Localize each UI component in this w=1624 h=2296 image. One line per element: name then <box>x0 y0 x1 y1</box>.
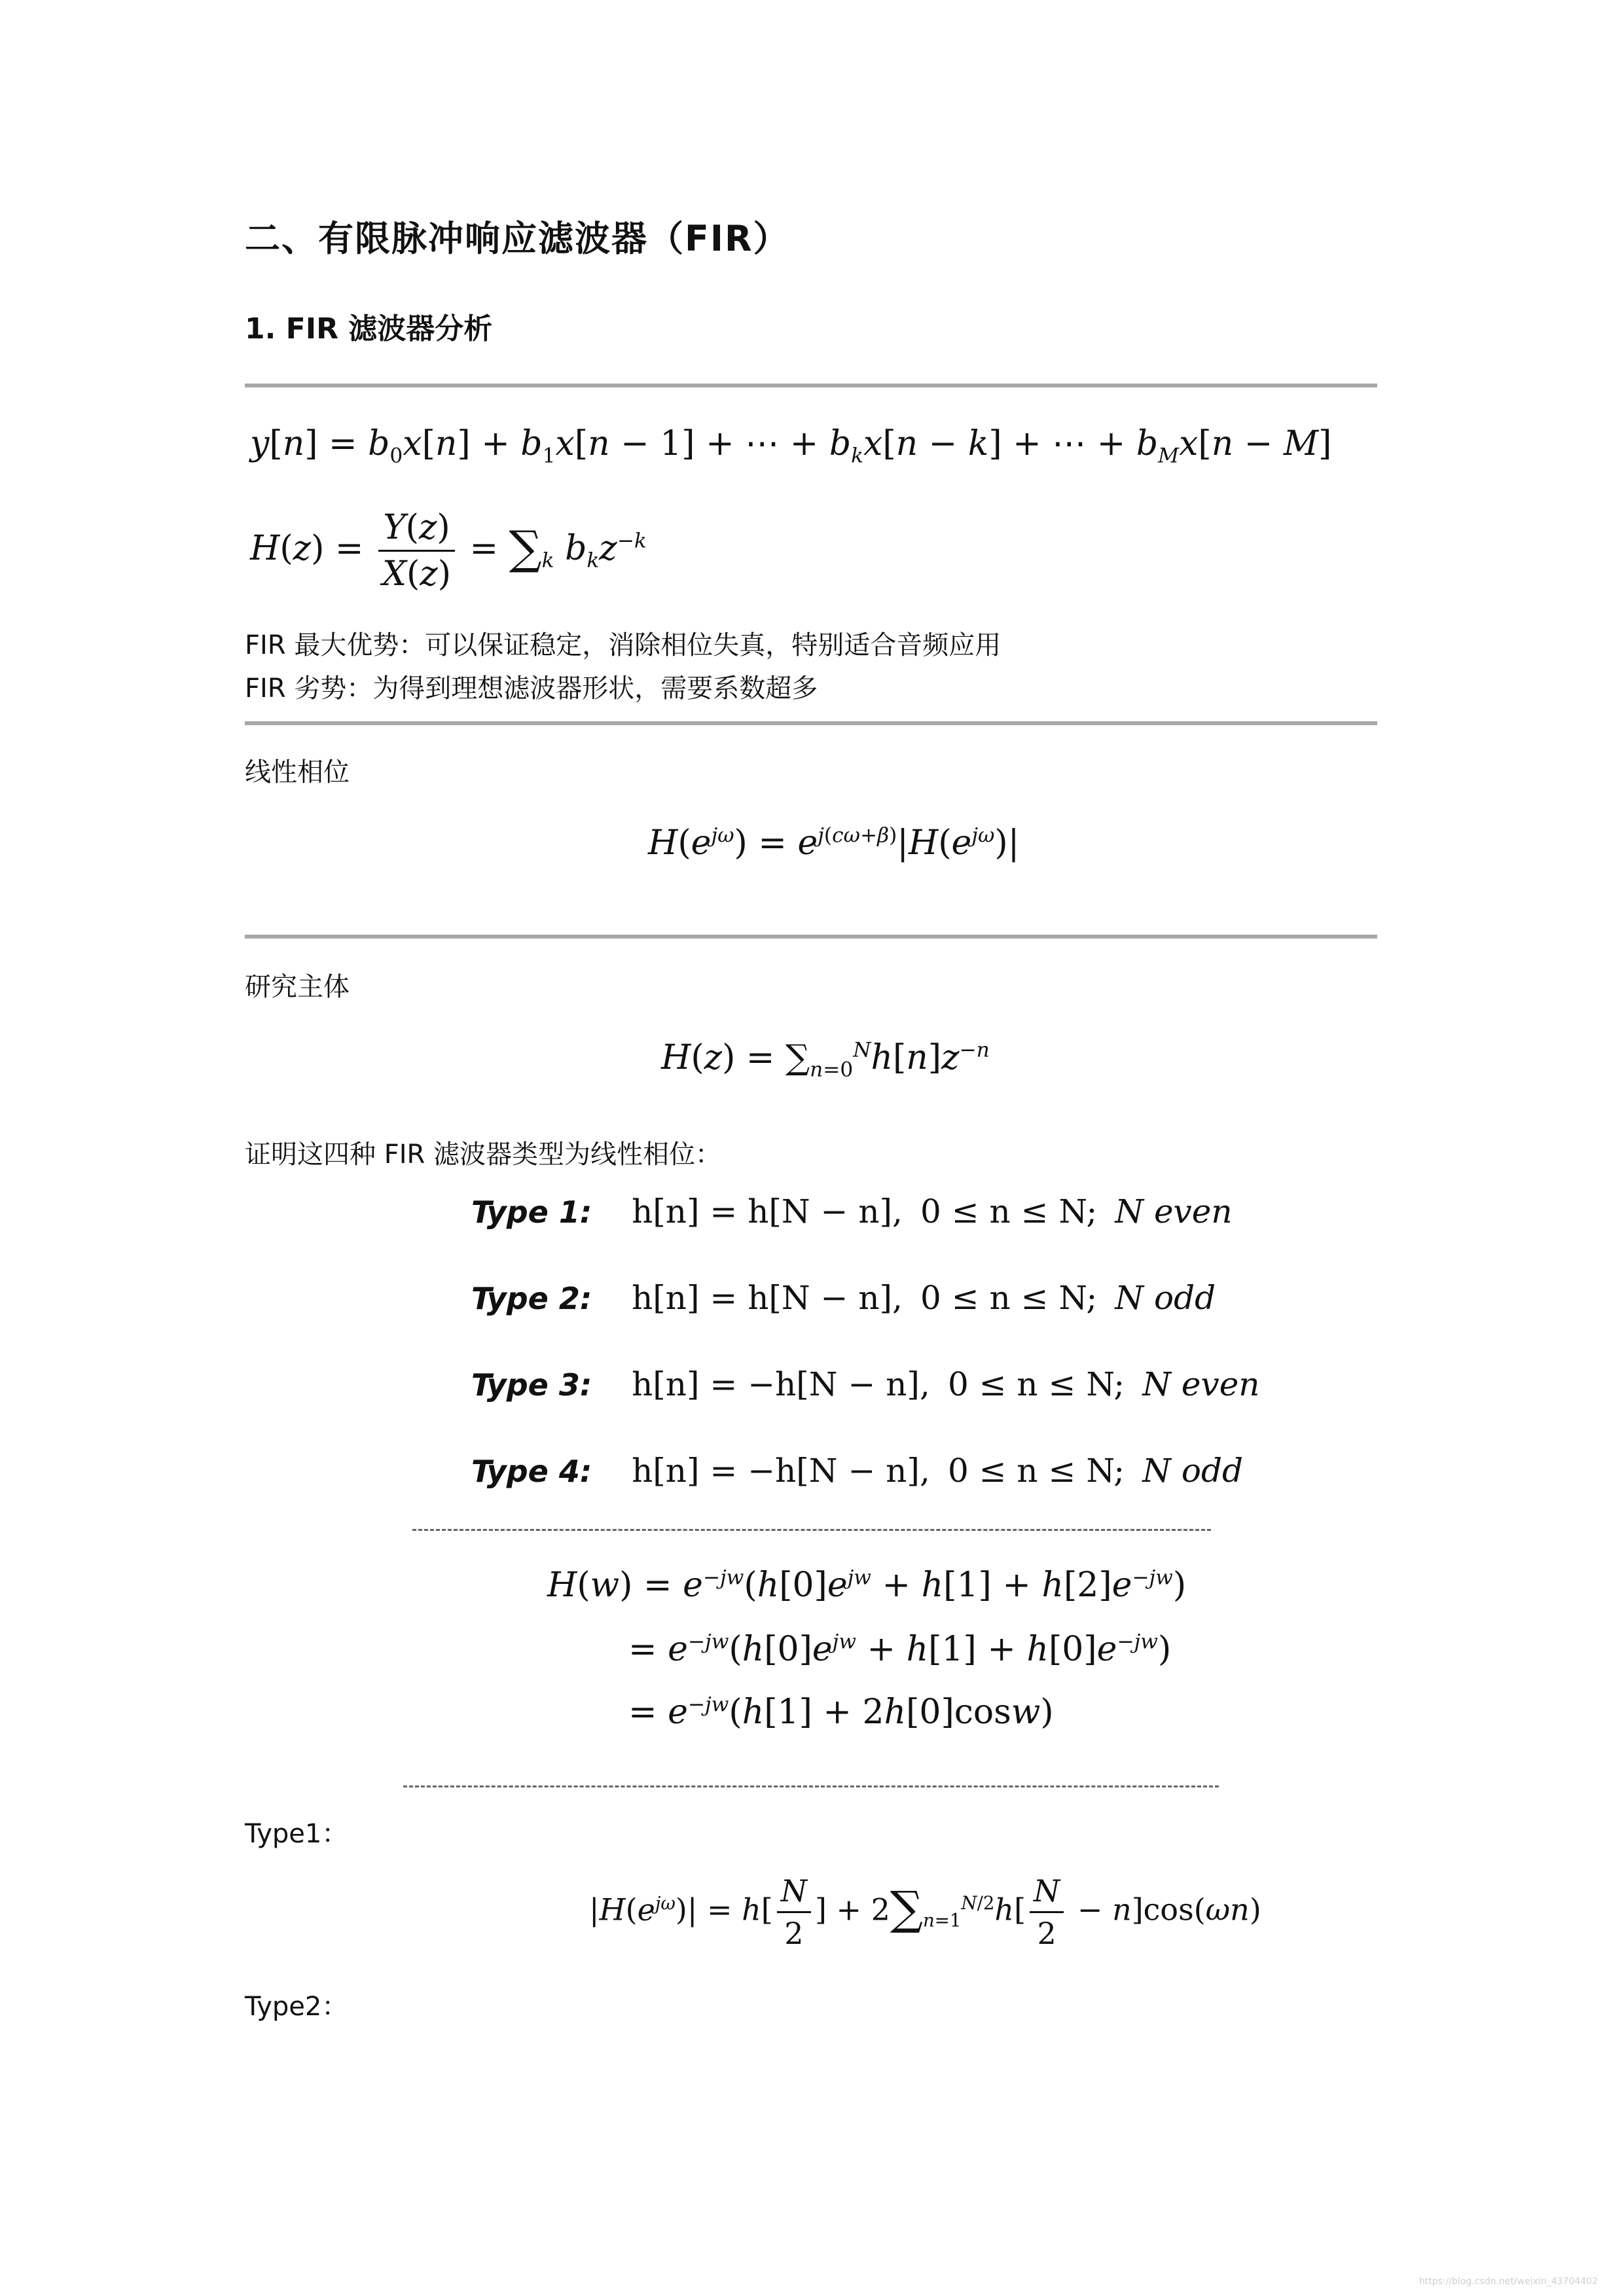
type1-label: Type1： <box>245 1819 348 1849</box>
type-relation: h[n] = h[N − n], <box>632 1193 903 1230</box>
type-relation: h[n] = h[N − n], <box>632 1279 903 1317</box>
type2-label: Type2： <box>245 1992 348 2022</box>
section-subheading: 1. FIR 滤波器分析 <box>245 312 493 346</box>
type-row <box>471 1193 1233 1230</box>
fir-disadvantage-text: FIR 劣势：为得到理想滤波器形状，需要系数超多 <box>245 673 818 704</box>
page-heading: 二、有限脉冲响应滤波器（FIR） <box>245 218 790 259</box>
divider-2 <box>245 721 1377 725</box>
dashed-separator-1 <box>412 1529 1211 1531</box>
type-parity: N odd <box>1115 1279 1216 1317</box>
equation-derivation-line-2: = $e^{-jw}(h[0]e^{jw} + h[1] + h[0]e^{-jw})$ <box>628 1630 1172 1669</box>
type-label: Type 1: <box>471 1194 592 1230</box>
type-range: 0 ≤ n ≤ N; <box>947 1452 1125 1490</box>
equation-transfer: H(z) = $\frac{Y(z)}{X(z)}$ = $\sum_k$ $b_kz^{-k}$ <box>250 508 647 594</box>
equation-difference: $y[n] = b_0x[n] + b_1x[n - 1]$ + ⋯ + $b_kx[n - k]$ + ⋯ + $b_Mx[n - M]$ <box>250 424 1332 468</box>
equation-linear-phase: $H(e^{j\omega}) = e^{j(c\omega+\beta)}|H(e^{j\omega})|$ <box>648 823 1020 863</box>
type-row <box>471 1452 1243 1490</box>
equation-study-subject: $H(z) = \sum_{n=0}^Nh[n]z^{-n}$ <box>661 1038 990 1082</box>
fir-advantage-text: FIR 最大优势：可以保证稳定，消除相位失真，特别适合音频应用 <box>245 630 1001 660</box>
type-label: Type 2: <box>471 1281 592 1316</box>
type-row <box>471 1279 1216 1317</box>
type-parity: N odd <box>1142 1452 1243 1490</box>
type-range: 0 ≤ n ≤ N; <box>947 1365 1125 1403</box>
linear-phase-label: 线性相位 <box>245 757 350 787</box>
type-label: Type 4: <box>471 1454 592 1489</box>
equation-derivation-line-3: = $e^{-jw}(h[1] + 2h[0]\cos w)$ <box>628 1693 1054 1732</box>
type-relation: h[n] = −h[N − n], <box>632 1452 930 1490</box>
watermark: https://blog.csdn.net/weixin_43704402 <box>1418 2276 1598 2287</box>
divider-1 <box>245 384 1377 387</box>
equation-derivation-line-1: $H(w) = e^{-jw}(h[0]e^{jw} + h[1] + h[2]e^{-jw})$ <box>547 1566 1187 1605</box>
type-parity: N even <box>1115 1193 1233 1230</box>
type-label: Type 3: <box>471 1367 592 1403</box>
type-row <box>471 1365 1260 1403</box>
type-range: 0 ≤ n ≤ N; <box>920 1279 1098 1317</box>
dashed-separator-2 <box>403 1785 1219 1787</box>
type-range: 0 ≤ n ≤ N; <box>920 1193 1098 1230</box>
type-relation: h[n] = −h[N − n], <box>632 1365 930 1403</box>
prove-label: 证明这四种 FIR 滤波器类型为线性相位： <box>245 1139 722 1170</box>
study-subject-label: 研究主体 <box>245 972 350 1002</box>
equation-type1-magnitude: $|H(e^{j\omega})| = h$[ $\frac{N}{2}$ ] + $2\sum_{n=1}^{N/2}h$[ $\frac{N}{2}$ − n]cos(ωn) <box>589 1873 1261 1951</box>
type-parity: N even <box>1142 1365 1260 1403</box>
divider-3 <box>245 935 1377 939</box>
